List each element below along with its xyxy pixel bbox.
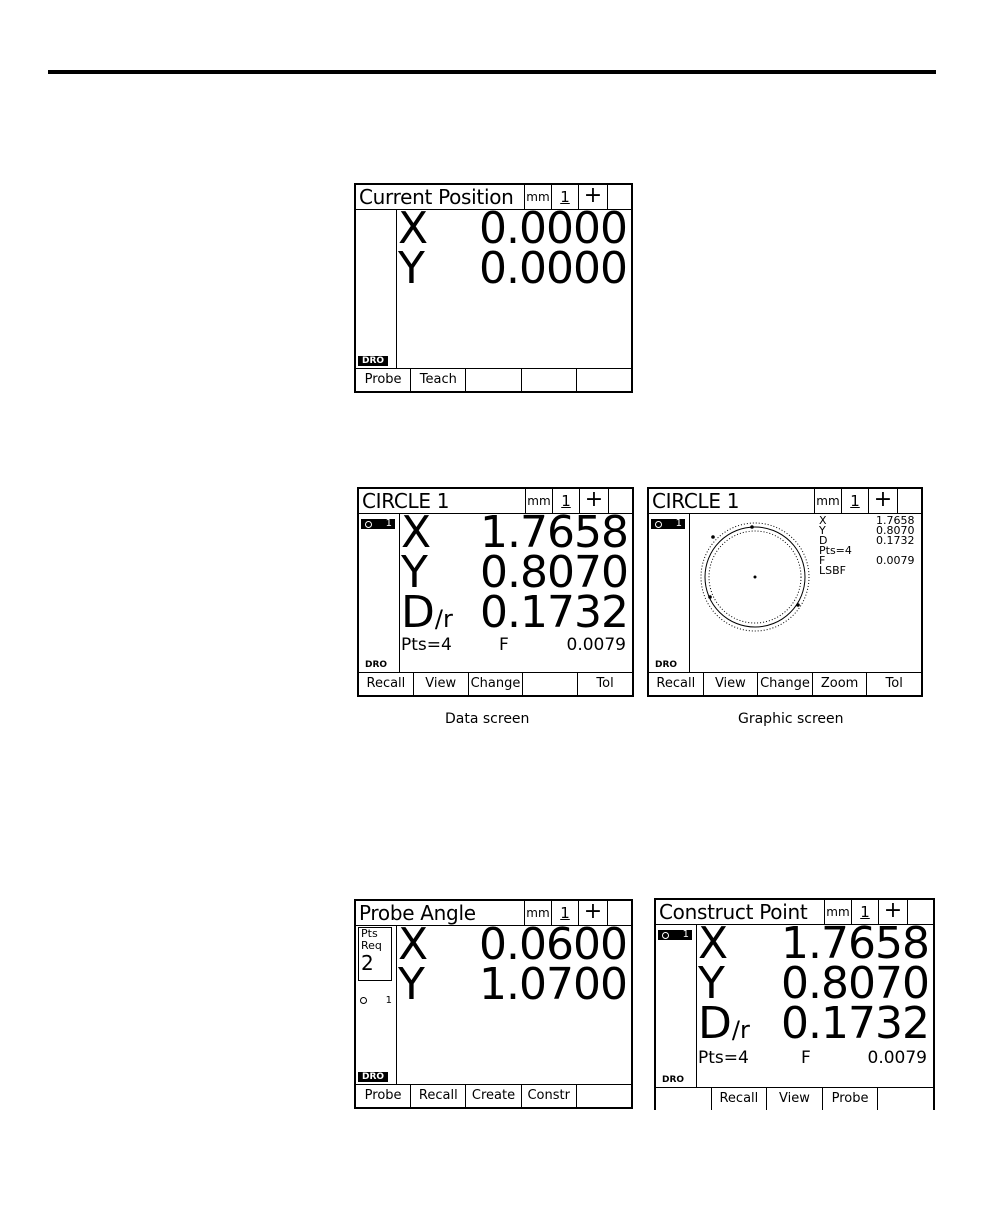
datum-indicator: 1 [851, 900, 878, 924]
softkey-recall[interactable]: Recall [656, 676, 696, 691]
softkey-probe[interactable]: Probe [364, 372, 402, 387]
points-required-label: Req [361, 939, 382, 952]
softkey-teach[interactable]: Teach [410, 369, 465, 391]
softkey-recall[interactable]: Recall [711, 1088, 767, 1110]
header-rule [48, 70, 936, 74]
softkey-view[interactable]: View [766, 1088, 822, 1110]
datum-indicator: 1 [551, 901, 578, 925]
softkey-create[interactable]: Create [465, 1085, 520, 1107]
feature-index: 1 [675, 518, 682, 529]
diameter-label [401, 587, 453, 641]
datum-indicator: 1 [552, 489, 579, 513]
data-screen-caption: Data screen [445, 711, 530, 727]
screen-title: Construct Point [659, 900, 808, 924]
unit-indicator: mm [824, 900, 851, 924]
softkey-constr[interactable]: Constr [521, 1085, 576, 1107]
y-value: 0.8070 [781, 958, 929, 1009]
y-axis-label: Y [398, 243, 425, 294]
dro-label: DRO [662, 1075, 685, 1085]
selected-feature[interactable] [361, 519, 395, 529]
blank-indicator [897, 489, 924, 513]
unit-indicator: mm [524, 185, 551, 209]
datum-indicator: 1 [841, 489, 868, 513]
screen-title: CIRCLE 1 [652, 489, 740, 513]
feature-index: 1 [385, 518, 392, 529]
construct-point-screen [654, 898, 935, 1110]
softkey-bar [356, 1084, 631, 1107]
unit-indicator: mm [814, 489, 841, 513]
radius-suffix: /r [731, 1016, 750, 1044]
softkey-bar [649, 672, 921, 695]
softkey-tol[interactable]: Tol [866, 673, 921, 695]
title-bar [649, 489, 921, 514]
y-value: 0.8070 [480, 547, 628, 598]
crosshair-icon: + [579, 489, 608, 513]
selected-feature[interactable] [651, 519, 685, 529]
y-value: 1.0700 [479, 959, 627, 1010]
points-count: Pts=4 [698, 1048, 749, 1068]
x-axis-label: X [698, 918, 729, 969]
softkey-recall[interactable]: Recall [366, 676, 406, 691]
probe-angle-screen [354, 899, 633, 1109]
graphic-labels: X Y D Pts=4 F LSBF [819, 514, 852, 577]
feature-list-panel [656, 924, 697, 1088]
feature-index: 1 [385, 995, 392, 1006]
radius-suffix: /r [434, 605, 453, 633]
dro-label: DRO [655, 660, 678, 670]
softkey-3[interactable] [465, 369, 520, 391]
points-required-box [358, 927, 392, 981]
softkey-5[interactable] [576, 1085, 631, 1107]
softkey-tol[interactable]: Tol [577, 673, 632, 695]
current-position-screen [354, 183, 633, 393]
y-axis-label: Y [398, 959, 425, 1010]
dro-label: DRO [365, 660, 388, 670]
softkey-bar [356, 368, 631, 391]
form-value: 0.0079 [566, 635, 626, 655]
y-axis-label: Y [698, 958, 725, 1009]
form-label: F [499, 635, 509, 655]
x-axis-label: X [398, 203, 429, 254]
diameter-letter: D [698, 998, 732, 1049]
softkey-4[interactable] [522, 673, 577, 695]
feature-list-panel [356, 925, 397, 1085]
softkey-1[interactable] [656, 1088, 711, 1110]
crosshair-icon: + [578, 185, 607, 209]
y-axis-label: Y [401, 547, 428, 598]
screen-title: Probe Angle [359, 901, 476, 925]
circle-graphic [695, 517, 815, 647]
feature-list-panel [356, 209, 397, 369]
x-axis-label: X [398, 919, 429, 970]
unit-indicator: mm [525, 489, 552, 513]
softkey-recall[interactable]: Recall [410, 1085, 465, 1107]
crosshair-icon: + [878, 900, 907, 924]
points-required-value: 2 [361, 951, 374, 975]
diameter-letter: D [401, 587, 435, 638]
x-axis-label: X [401, 507, 432, 558]
graphic-values: 1.7658 0.8070 0.1732 0.0079 [876, 514, 915, 567]
x-value: 1.7658 [781, 918, 929, 969]
dro-label: DRO [358, 1072, 388, 1082]
diameter-value: 0.1732 [480, 587, 628, 638]
probe-point [711, 535, 715, 539]
circle-data-screen [357, 487, 634, 697]
points-required-label: Pts [361, 927, 378, 940]
diameter-label [698, 998, 750, 1052]
dro-label: DRO [358, 356, 388, 366]
softkey-zoom[interactable]: Zoom [812, 673, 867, 695]
softkey-bar [359, 672, 632, 695]
selected-feature[interactable] [658, 930, 692, 940]
softkey-probe[interactable]: Probe [364, 1088, 402, 1103]
y-value: 0.0000 [479, 243, 627, 294]
x-value: 0.0600 [479, 919, 627, 970]
softkey-view[interactable]: View [413, 673, 468, 695]
probe-point [796, 603, 800, 607]
circle-icon [365, 521, 372, 528]
softkey-change[interactable]: Change [468, 673, 523, 695]
probe-point [750, 525, 754, 529]
form-value: 0.0079 [867, 1048, 927, 1068]
screen-title: CIRCLE 1 [362, 489, 450, 513]
center-point [754, 576, 757, 579]
screen-title: Current Position [359, 185, 514, 209]
circle-icon [662, 932, 669, 939]
feature-list-panel [359, 513, 400, 673]
crosshair-icon: + [578, 901, 607, 925]
datum-indicator: 1 [551, 185, 578, 209]
softkey-5[interactable] [877, 1088, 933, 1110]
form-label: F [801, 1048, 811, 1068]
softkey-4[interactable] [521, 369, 576, 391]
x-value: 0.0000 [479, 203, 627, 254]
graphic-screen-caption: Graphic screen [738, 711, 844, 727]
crosshair-icon: + [868, 489, 897, 513]
x-value: 1.7658 [480, 507, 628, 558]
diameter-value: 0.1732 [781, 998, 929, 1049]
feature-index: 1 [682, 929, 689, 940]
softkey-change[interactable]: Change [757, 673, 812, 695]
softkey-probe[interactable]: Probe [822, 1088, 878, 1110]
softkey-view[interactable]: View [703, 673, 758, 695]
circle-graphic-screen [647, 487, 923, 697]
softkey-bar [656, 1087, 933, 1110]
circle-icon [655, 521, 662, 528]
softkey-5[interactable] [576, 369, 631, 391]
points-count: Pts=4 [401, 635, 452, 655]
unit-indicator: mm [524, 901, 551, 925]
circle-icon [360, 997, 367, 1004]
feature-list-panel [649, 513, 690, 673]
probe-point [708, 595, 712, 599]
